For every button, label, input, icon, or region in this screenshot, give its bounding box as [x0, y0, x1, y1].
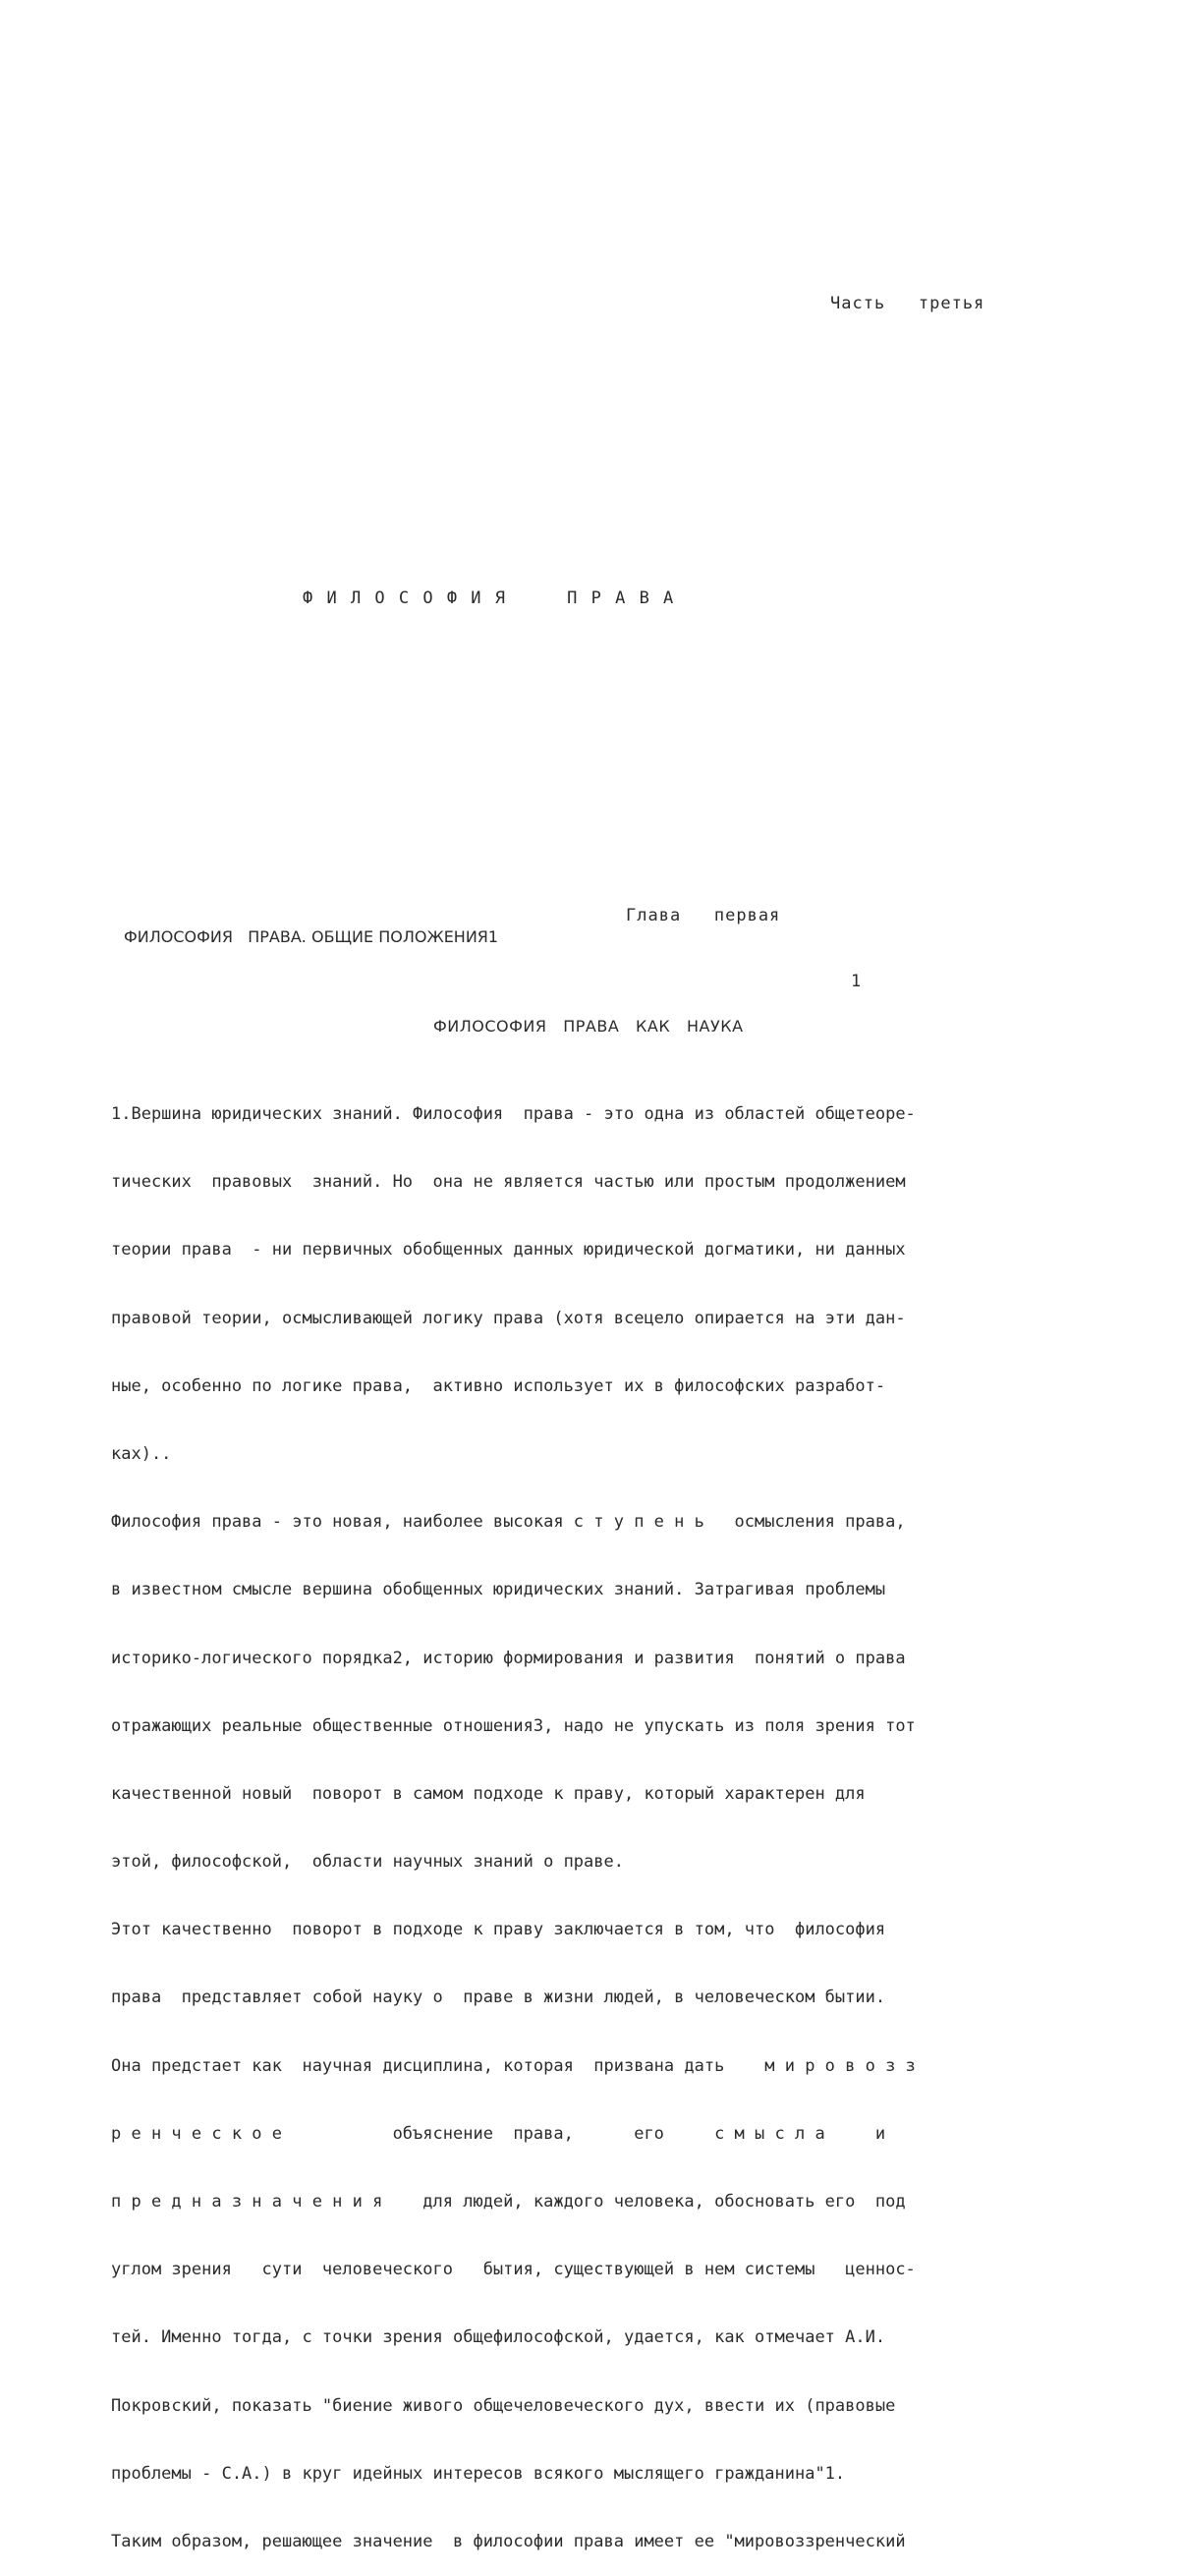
body-line: теории права - ни первичных обобщенных данных юридической догматики, ни данных [111, 1240, 906, 1260]
body-line: ные, особенно по логике права, активно использует их в философских разработ- [111, 1375, 886, 1396]
chapter-title: ФИЛОСОФИЯ ПРАВА. ОБЩИЕ ПОЛОЖЕНИЯ1 [124, 927, 499, 946]
body-line: в известном смысле вершина обобщенных юридических знаний. Затрагивая проблемы [111, 1580, 886, 1600]
body-line: р е н ч е с к о е объяснение права, его с м ы с л а и [111, 2123, 886, 2144]
body-line: углом зрения сути человеческого бытия, существующей в нем системы ценнос- [111, 2260, 916, 2280]
body-line: Покровский, показать "биение живого общечеловеческого дух, ввести их (правовые [111, 2395, 896, 2416]
body-line: Она предстает как научная дисциплина, которая призвана дать м и р о в о з з [111, 2055, 916, 2076]
chapter-label: Глава первая [626, 906, 781, 925]
body-line: Этот качественно поворот в подходе к праву заключается в том, что философия [111, 1920, 886, 1940]
body-line: тей. Именно тогда, с точки зрения общефилософской, удается, как отмечает А.И. [111, 2327, 886, 2348]
section-number: 1 [851, 972, 862, 991]
body-line: 1.Вершина юридических знаний. Философия права - это одна из областей общетеоре- [111, 1104, 916, 1124]
body-line: отражающих реальные общественные отношения3, надо не упускать из поля зрения тот [111, 1715, 916, 1736]
body-text [111, 1058, 1084, 2576]
body-line: ках).. [111, 1443, 172, 1464]
body-line: историко-логического порядка2, историю формирования и развития понятий о права [111, 1648, 906, 1668]
body-line: проблемы - С.А.) в круг идейных интересов всякого мыслящего гражданина"1. [111, 2463, 846, 2484]
body-line: качественной новый поворот в самом подходе к праву, который характерен для [111, 1783, 866, 1804]
body-line: права представляет собой науку о праве в жизни людей, в человеческом бытии. [111, 1988, 886, 2008]
body-line: тических правовых знаний. Но она не является частью или простым продолжением [111, 1172, 906, 1193]
part-heading: Часть третья [830, 294, 985, 313]
body-line: Таким образом, решающее значение в философии права имеет ее "мировоззренческий [111, 2531, 906, 2551]
book-title: Ф И Л О С О Ф И Я П Р А В А [303, 588, 676, 608]
body-line: правовой теории, осмысливающей логику права (хотя всецело опирается на эти дан- [111, 1308, 906, 1328]
section-title: ФИЛОСОФИЯ ПРАВА КАК НАУКА [433, 1017, 744, 1036]
body-line: этой, философской, области научных знаний о праве. [111, 1852, 624, 1873]
body-line: п р е д н а з н а ч е н и я для людей, каждого человека, обосновать его под [111, 2192, 906, 2212]
body-line: Философия права - это новая, наиболее высокая с т у п е н ь осмысления права, [111, 1512, 906, 1533]
